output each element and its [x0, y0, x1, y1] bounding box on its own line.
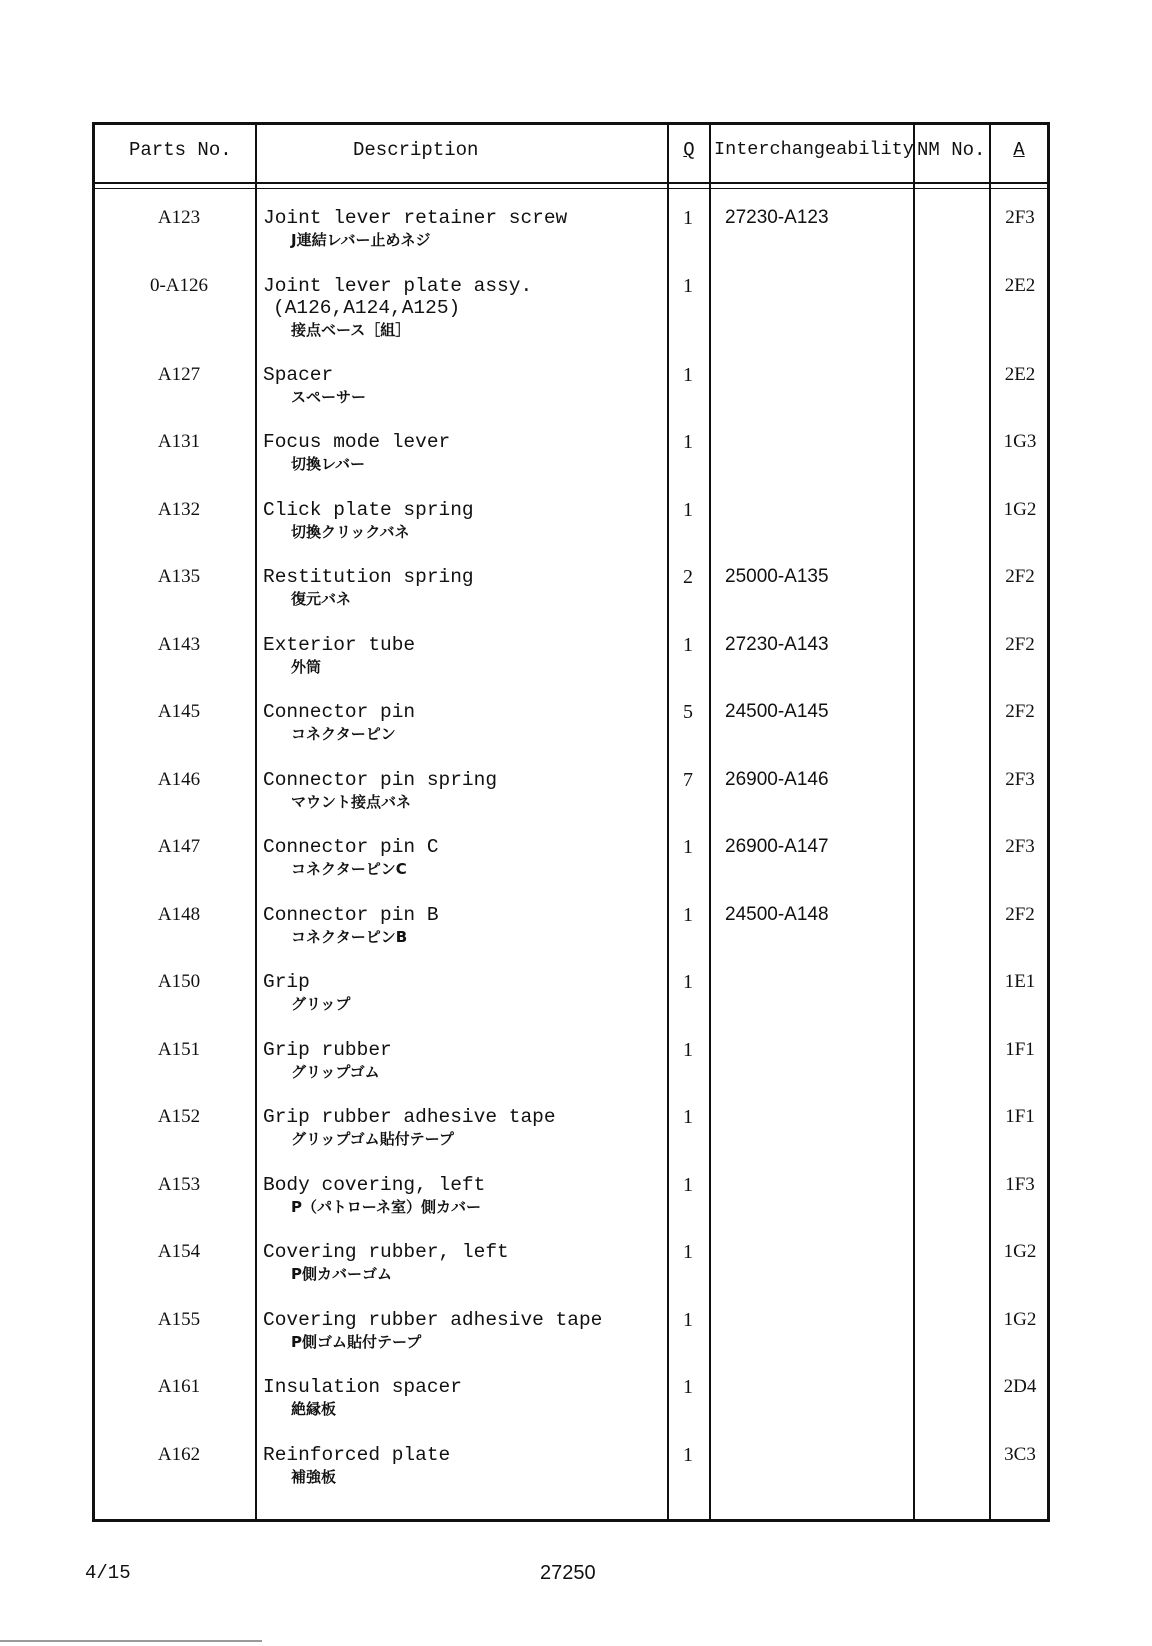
description-english: Body covering, left — [263, 1173, 486, 1196]
description-english: Joint lever plate assy. — [263, 274, 533, 297]
part-description — [263, 275, 532, 341]
description-japanese: 復元バネ — [291, 590, 352, 608]
part-number: A161 — [157, 1376, 201, 1397]
part-number: A155 — [157, 1308, 201, 1330]
description-english: Joint lever retainer screw — [263, 207, 568, 229]
location-code: 3C3 — [1004, 1443, 1036, 1465]
description-japanese: 補強板 — [291, 1467, 337, 1486]
model-number: 27250 — [540, 1562, 596, 1584]
location-code: 1E1 — [1004, 971, 1036, 992]
part-description — [263, 904, 439, 948]
table-row — [95, 556, 1047, 624]
location-code: 1G2 — [1003, 1308, 1037, 1330]
description-japanese: 外筒 — [291, 657, 322, 676]
part-description — [263, 1376, 462, 1420]
header-interchangeability: Interchangeability — [714, 139, 914, 160]
part-number: A151 — [157, 1038, 201, 1060]
interchangeability: 26900-A146 — [725, 768, 829, 790]
table-row — [95, 421, 1047, 489]
location-code: 1G2 — [1003, 1241, 1037, 1262]
part-description — [263, 1039, 392, 1083]
interchangeability: 25000-A135 — [725, 566, 829, 587]
quantity: 1 — [683, 1443, 693, 1466]
location-code: 1F1 — [1005, 1038, 1035, 1060]
location-code: 2F2 — [1005, 701, 1035, 722]
table-row — [95, 1299, 1047, 1367]
quantity: 1 — [683, 431, 693, 453]
location-code: 2F3 — [1005, 768, 1035, 790]
table-row — [95, 691, 1047, 759]
part-number: A145 — [157, 701, 201, 722]
part-description — [263, 1444, 450, 1488]
table-row — [95, 1231, 1047, 1299]
description-english: Connector pin B — [263, 903, 439, 926]
table-row — [95, 1366, 1047, 1434]
quantity: 2 — [683, 566, 693, 588]
description-japanese: コネクターピンB — [291, 927, 408, 946]
interchangeability: 27230-A123 — [725, 207, 829, 228]
description-japanese: 接点ベース［組］ — [291, 320, 411, 339]
part-number: A132 — [157, 498, 201, 520]
description-english: Grip rubber adhesive tape — [263, 1106, 556, 1128]
description-english: Spacer — [263, 363, 334, 386]
part-number: A143 — [157, 633, 201, 655]
quantity: 1 — [683, 363, 693, 386]
description-english: Connector pin — [263, 701, 416, 723]
header-nm-no: NM No. — [917, 139, 986, 161]
description-english-subparts: (A126,A124,A125) — [273, 296, 461, 319]
description-japanese: 切換レバー — [291, 455, 365, 473]
part-description — [263, 431, 450, 475]
part-number: A153 — [157, 1173, 201, 1195]
description-english: Focus mode lever — [263, 431, 451, 453]
table-row — [95, 826, 1047, 894]
part-number: A131 — [157, 431, 201, 452]
part-number: 0-A126 — [149, 274, 209, 296]
table-row — [95, 197, 1047, 265]
quantity: 1 — [683, 1241, 693, 1263]
location-code: 1F3 — [1005, 1173, 1035, 1195]
quantity: 1 — [683, 207, 693, 229]
part-description — [263, 634, 415, 678]
part-description — [263, 207, 567, 251]
quantity: 1 — [683, 1308, 693, 1331]
location-code: 1F1 — [1005, 1106, 1035, 1127]
table-row — [95, 624, 1047, 692]
description-english: Exterior tube — [263, 633, 416, 656]
description-english: Connector pin C — [263, 836, 439, 858]
location-code: 2D4 — [1003, 1376, 1037, 1397]
description-english: Insulation spacer — [263, 1376, 462, 1398]
table-row — [95, 1029, 1047, 1097]
header-divider — [95, 188, 1047, 189]
table-row — [95, 759, 1047, 827]
header-a: A — [1013, 139, 1025, 161]
interchangeability: 24500-A145 — [725, 701, 829, 722]
table-row — [95, 265, 1047, 354]
part-description — [263, 364, 366, 408]
description-english: Restitution spring — [263, 566, 474, 588]
quantity: 7 — [683, 768, 693, 791]
quantity: 1 — [683, 1106, 693, 1128]
description-japanese: P側カバーゴム — [291, 1265, 392, 1283]
location-code: 2F2 — [1005, 566, 1035, 587]
description-english: Click plate spring — [263, 498, 474, 521]
description-japanese: コネクターピン — [291, 725, 396, 743]
part-description — [263, 769, 497, 813]
quantity: 1 — [683, 903, 693, 926]
quantity: 1 — [683, 274, 693, 297]
part-number: A123 — [157, 207, 201, 228]
description-japanese: コネクターピンC — [291, 860, 407, 878]
interchangeability: 26900-A147 — [725, 836, 829, 857]
location-code: 2E2 — [1004, 274, 1036, 296]
header-parts-no: Parts No. — [129, 139, 232, 161]
part-description — [263, 1174, 485, 1218]
header-quantity: Q — [683, 139, 695, 161]
quantity: 1 — [683, 1376, 693, 1398]
location-code: 2F3 — [1005, 836, 1035, 857]
description-english: Connector pin spring — [263, 768, 498, 791]
header-divider — [95, 182, 1047, 184]
page-number: 4/15 — [85, 1562, 131, 1584]
table-row — [95, 961, 1047, 1029]
parts-table — [92, 122, 1050, 1522]
part-number: A146 — [157, 768, 201, 790]
part-description — [263, 701, 415, 745]
location-code: 1G2 — [1003, 498, 1037, 520]
description-english: Covering rubber, left — [263, 1241, 509, 1263]
description-japanese: グリップゴム — [291, 1062, 380, 1081]
part-number: A162 — [157, 1443, 201, 1465]
table-row — [95, 1164, 1047, 1232]
quantity: 5 — [683, 701, 693, 723]
location-code: 2E2 — [1004, 363, 1036, 385]
quantity: 1 — [683, 633, 693, 656]
table-row — [95, 489, 1047, 557]
description-japanese: J連結レバー止めネジ — [291, 231, 431, 249]
description-japanese: 絶縁板 — [291, 1400, 337, 1418]
description-english: Covering rubber adhesive tape — [263, 1308, 603, 1331]
table-row — [95, 894, 1047, 962]
part-number: A152 — [157, 1106, 201, 1127]
table-row — [95, 1434, 1047, 1502]
part-number: A148 — [157, 903, 201, 925]
part-description — [263, 1309, 602, 1353]
description-japanese: グリップ — [291, 995, 351, 1013]
description-english: Reinforced plate — [263, 1443, 451, 1466]
description-japanese: P（パトローネ室）側カバー — [291, 1197, 481, 1216]
header-description: Description — [353, 139, 479, 161]
location-code: 2F2 — [1005, 633, 1035, 655]
quantity: 1 — [683, 1038, 693, 1061]
quantity: 1 — [683, 498, 693, 521]
description-japanese: グリップゴム貼付テープ — [291, 1130, 454, 1148]
description-japanese: スペーサー — [291, 387, 367, 406]
part-number: A150 — [157, 971, 201, 992]
quantity: 1 — [683, 971, 693, 993]
description-japanese: マウント接点バネ — [291, 792, 412, 811]
description-english: Grip rubber — [263, 1038, 392, 1061]
location-code: 1G3 — [1003, 431, 1037, 452]
description-english: Grip — [263, 971, 310, 993]
part-number: A135 — [157, 566, 201, 587]
part-description — [263, 566, 474, 610]
scan-edge-line — [0, 1640, 262, 1642]
table-row — [95, 354, 1047, 422]
part-number: A154 — [157, 1241, 201, 1262]
location-code: 2F2 — [1005, 903, 1035, 925]
location-code: 2F3 — [1005, 207, 1035, 228]
description-japanese: 切換クリックバネ — [291, 522, 410, 541]
part-description — [263, 499, 474, 543]
part-description — [263, 836, 439, 880]
quantity: 1 — [683, 836, 693, 858]
part-description — [263, 1241, 509, 1285]
table-body — [95, 197, 1047, 1501]
interchangeability: 24500-A148 — [725, 903, 829, 925]
part-description — [263, 1106, 556, 1150]
part-number: A127 — [157, 363, 201, 385]
part-description — [263, 971, 350, 1015]
table-row — [95, 1096, 1047, 1164]
interchangeability: 27230-A143 — [725, 633, 829, 655]
description-japanese: P側ゴム貼付テープ — [291, 1332, 422, 1351]
quantity: 1 — [683, 1173, 693, 1196]
part-number: A147 — [157, 836, 201, 857]
